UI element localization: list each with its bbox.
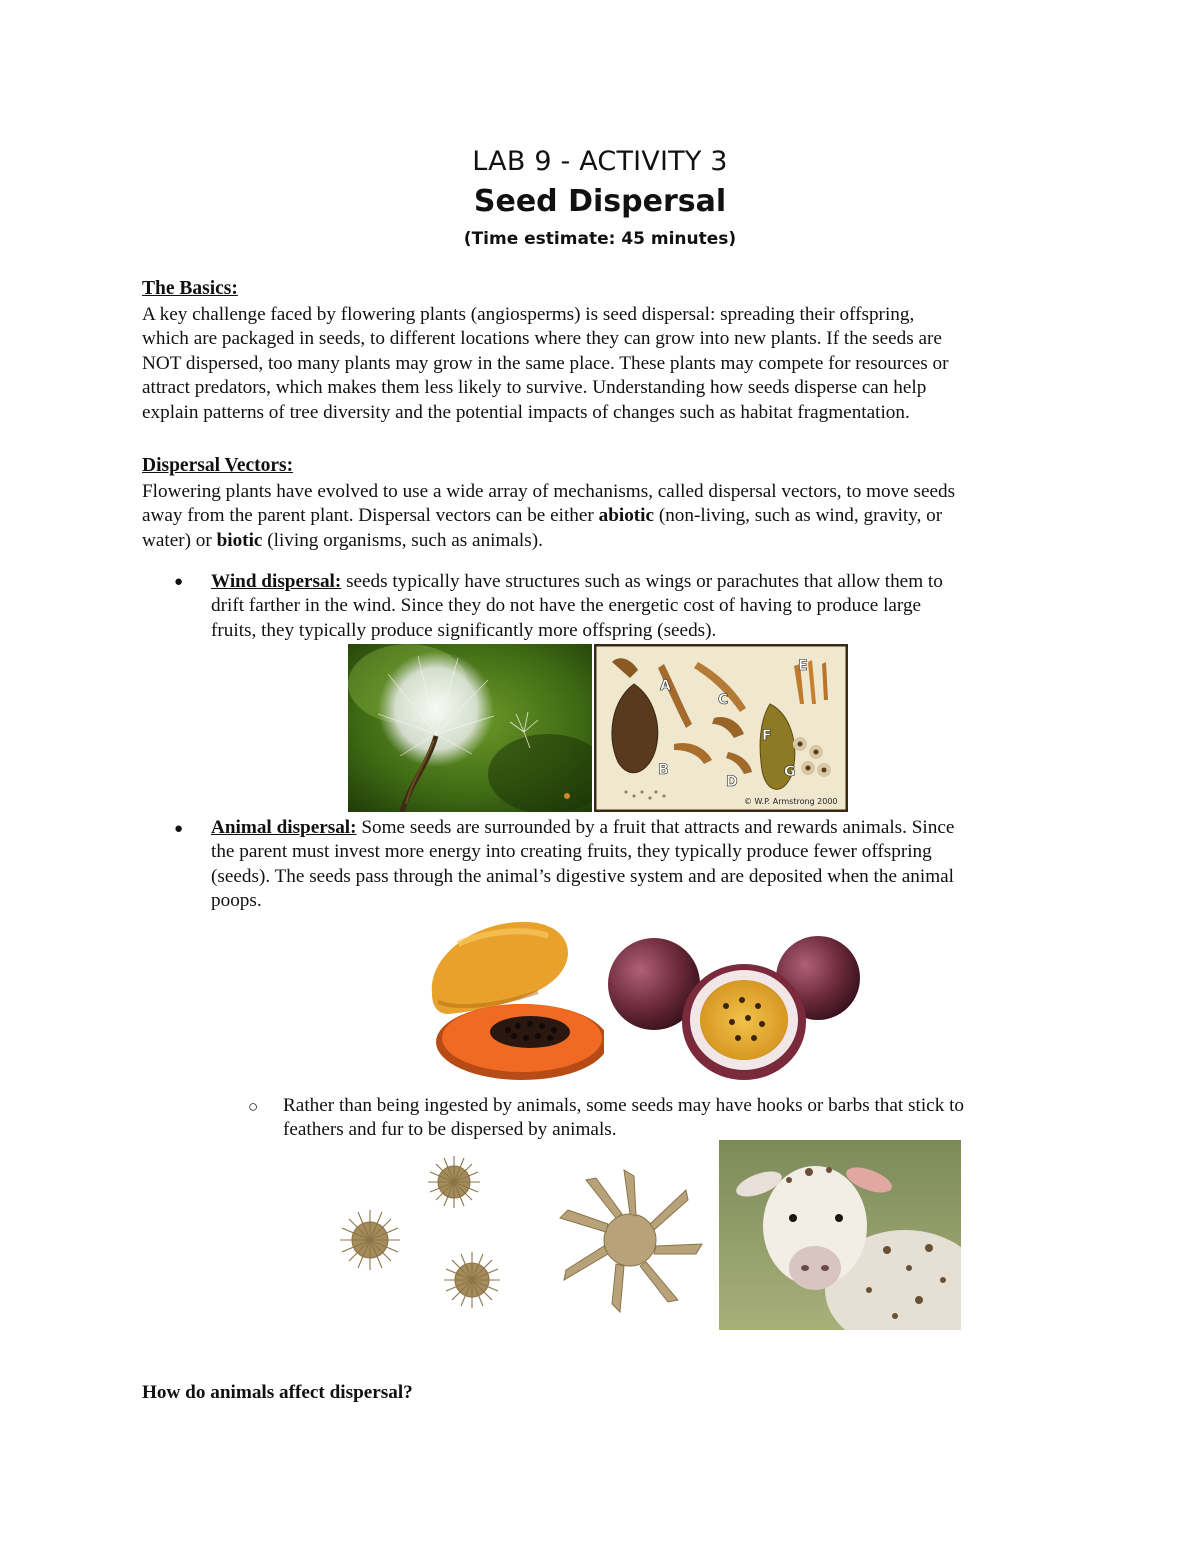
diagram-label-b: B	[658, 762, 669, 778]
abiotic-term: abiotic	[598, 505, 655, 527]
bullet-icon: ●	[174, 821, 184, 837]
vectors-text: (living organisms, such as animals).	[262, 529, 543, 551]
animal-line: poops.	[211, 890, 262, 912]
diagram-label-d: D	[726, 774, 738, 790]
animal-line: the parent must invest more energy into creating fruits, they typically produce fewer offspring	[211, 841, 932, 863]
wind-label: Wind dispersal:	[211, 571, 342, 592]
wind-text: seeds typically have structures such as wings or parachutes that allow them to	[341, 571, 943, 592]
bullet-icon: ●	[174, 574, 184, 590]
diagram-label-c: C	[718, 692, 729, 708]
time-estimate: (Time estimate: 45 minutes)	[463, 229, 737, 249]
animal-text: Some seeds are surrounded by a fruit that attracts and rewards animals. Since	[356, 817, 955, 838]
dandelion-photo	[348, 644, 592, 812]
hooks-barbs-item	[283, 1094, 1083, 1143]
basics-line: which are packaged in seeds, to different locations where they can grow into new plants. If the seeds are	[142, 328, 942, 350]
vectors-text: away from the parent plant. Dispersal vectors can be either	[142, 505, 599, 527]
biotic-term: biotic	[216, 529, 263, 551]
vectors-line	[142, 504, 1082, 528]
diagram-credit: © W.P. Armstrong 2000	[744, 797, 838, 806]
vectors-line	[142, 529, 1082, 553]
vectors-text: water) or	[142, 529, 217, 551]
vectors-line: Flowering plants have evolved to use a wide array of mechanisms, called dispersal vectors, to move seeds	[142, 481, 956, 502]
diagram-label-a: A	[660, 678, 671, 694]
vectors-paragraph	[142, 480, 1082, 553]
wind-line: fruits, they typically produce significantly more offspring (seeds).	[211, 619, 717, 641]
question-heading: How do animals affect dispersal?	[142, 1382, 413, 1403]
animal-line: (seeds). The seeds pass through the animal’s digestive system and are deposited when the animal	[211, 865, 954, 887]
diagram-label-g: G	[784, 764, 796, 780]
wind-line: drift farther in the wind. Since they do not have the energetic cost of having to produce large	[211, 595, 922, 617]
sub-line: feathers and fur to be dispersed by animals.	[283, 1119, 617, 1141]
diagram-label-f: F	[762, 728, 772, 744]
basics-heading: The Basics:	[142, 278, 238, 299]
winged-seeds-diagram	[594, 644, 848, 812]
vectors-text: (non-living, such as wind, gravity, or	[654, 505, 943, 527]
papaya-photo	[418, 914, 604, 1084]
passion-fruit-photo	[606, 914, 866, 1084]
basics-paragraph	[142, 303, 1082, 425]
vectors-heading: Dispersal Vectors:	[142, 455, 294, 476]
animal-dispersal-item	[211, 816, 1071, 914]
diagram-label-e: E	[798, 658, 808, 674]
basics-line: attract predators, which makes them less likely to survive. Understanding how seeds disperse can help	[142, 377, 927, 399]
burrs-photo	[312, 1140, 540, 1330]
wind-dispersal-item	[211, 570, 1071, 643]
hooked-seed-photo	[546, 1160, 714, 1320]
sheep-photo	[719, 1140, 961, 1330]
animal-label: Animal dispersal:	[211, 817, 357, 838]
page-title: Seed Dispersal	[473, 184, 727, 219]
sub-bullet-icon: ○	[248, 1097, 259, 1116]
animal-line	[211, 816, 1071, 840]
basics-line: explain patterns of tree diversity and the potential impacts of changes such as habitat fragmentation.	[142, 401, 910, 423]
basics-line: A key challenge faced by flowering plants (angiosperms) is seed dispersal: spreading their offspring,	[142, 304, 915, 325]
lab-label: LAB 9 - ACTIVITY 3	[472, 146, 728, 177]
wind-line	[211, 570, 1071, 594]
basics-line: NOT dispersed, too many plants may grow in the same place. These plants may compete for resources or	[142, 352, 949, 374]
sub-line: Rather than being ingested by animals, some seeds may have hooks or barbs that stick to	[283, 1095, 965, 1116]
